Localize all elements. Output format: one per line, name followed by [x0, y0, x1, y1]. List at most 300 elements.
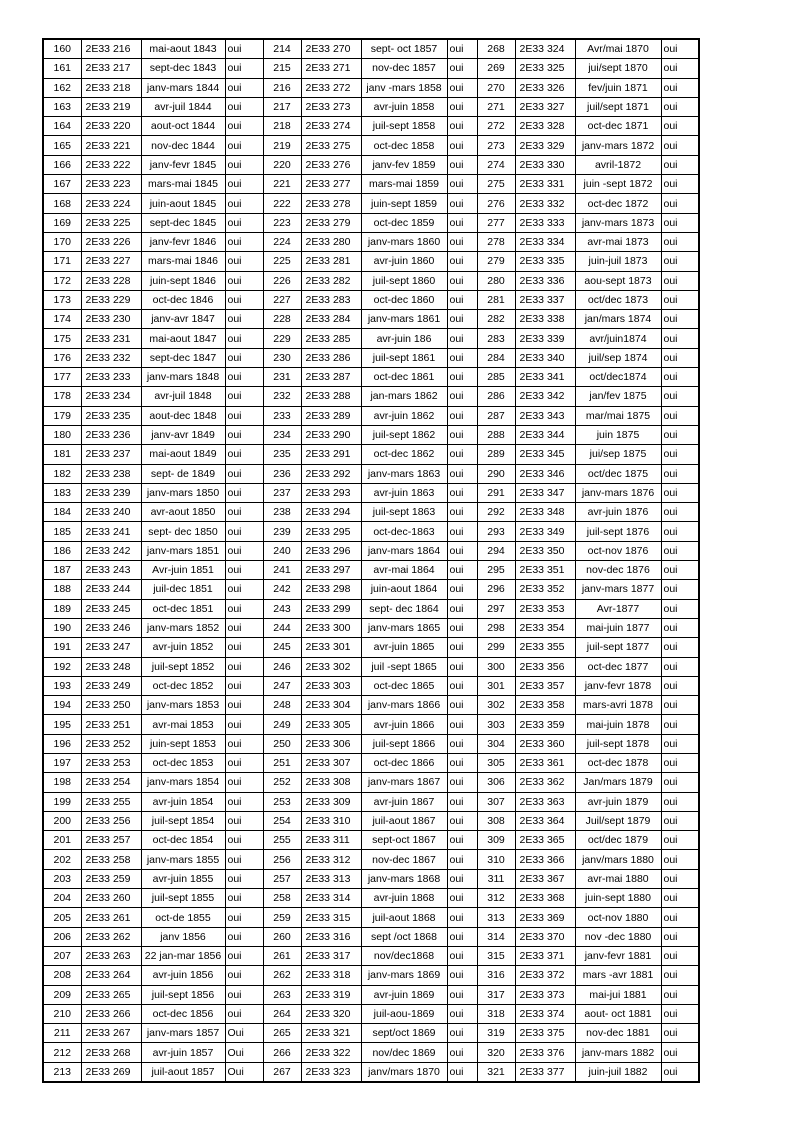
availability-cell: oui: [661, 348, 699, 367]
date-range-cell: janv-avr 1849: [141, 425, 225, 444]
date-range-cell: nov-dec 1857: [361, 59, 447, 78]
record-number-cell: 307: [477, 792, 515, 811]
availability-cell: oui: [225, 232, 263, 251]
call-number-cell: 2E33 296: [301, 541, 361, 560]
table-row: [43, 618, 699, 637]
call-number-cell: 2E33 332: [515, 194, 575, 213]
date-range-cell: janv-mars 1865: [361, 618, 447, 637]
record-number-cell: 280: [477, 271, 515, 290]
record-number-cell: 288: [477, 425, 515, 444]
record-number-cell: 186: [43, 541, 81, 560]
date-range-cell: jan/fev 1875: [575, 387, 661, 406]
availability-cell: oui: [225, 966, 263, 985]
call-number-cell: 2E33 242: [81, 541, 141, 560]
record-number-cell: 304: [477, 734, 515, 753]
table-row: [43, 638, 699, 657]
record-number-cell: 231: [263, 368, 301, 387]
availability-cell: oui: [661, 831, 699, 850]
availability-cell: oui: [447, 271, 477, 290]
availability-cell: oui: [225, 1004, 263, 1023]
date-range-cell: mai-aout 1843: [141, 39, 225, 59]
date-range-cell: juil-sept 1854: [141, 811, 225, 830]
record-number-cell: 160: [43, 39, 81, 59]
availability-cell: oui: [661, 39, 699, 59]
call-number-cell: 2E33 330: [515, 155, 575, 174]
call-number-cell: 2E33 310: [301, 811, 361, 830]
call-number-cell: 2E33 295: [301, 522, 361, 541]
date-range-cell: janv/mars 1880: [575, 850, 661, 869]
record-number-cell: 217: [263, 97, 301, 116]
availability-cell: oui: [225, 638, 263, 657]
table-row: [43, 561, 699, 580]
call-number-cell: 2E33 343: [515, 406, 575, 425]
call-number-cell: 2E33 293: [301, 483, 361, 502]
call-number-cell: 2E33 352: [515, 580, 575, 599]
record-number-cell: 313: [477, 908, 515, 927]
date-range-cell: mar/mai 1875: [575, 406, 661, 425]
record-number-cell: 215: [263, 59, 301, 78]
availability-cell: oui: [661, 310, 699, 329]
record-number-cell: 176: [43, 348, 81, 367]
call-number-cell: 2E33 364: [515, 811, 575, 830]
call-number-cell: 2E33 323: [301, 1062, 361, 1082]
availability-cell: oui: [225, 290, 263, 309]
date-range-cell: juil-sept 1877: [575, 638, 661, 657]
call-number-cell: 2E33 334: [515, 232, 575, 251]
availability-cell: oui: [661, 908, 699, 927]
record-number-cell: 181: [43, 445, 81, 464]
record-number-cell: 187: [43, 561, 81, 580]
availability-cell: oui: [661, 1062, 699, 1082]
call-number-cell: 2E33 372: [515, 966, 575, 985]
table-row: [43, 387, 699, 406]
table-row: [43, 715, 699, 734]
availability-cell: oui: [225, 97, 263, 116]
call-number-cell: 2E33 234: [81, 387, 141, 406]
availability-cell: oui: [447, 39, 477, 59]
availability-cell: oui: [447, 657, 477, 676]
availability-cell: oui: [225, 811, 263, 830]
date-range-cell: mars-mai 1846: [141, 252, 225, 271]
record-number-cell: 208: [43, 966, 81, 985]
record-number-cell: 278: [477, 232, 515, 251]
record-number-cell: 276: [477, 194, 515, 213]
record-number-cell: 249: [263, 715, 301, 734]
date-range-cell: oct-dec 1859: [361, 213, 447, 232]
call-number-cell: 2E33 267: [81, 1024, 141, 1043]
call-number-cell: 2E33 311: [301, 831, 361, 850]
table-row: [43, 503, 699, 522]
record-number-cell: 274: [477, 155, 515, 174]
table-row: [43, 541, 699, 560]
availability-cell: oui: [661, 1043, 699, 1062]
call-number-cell: 2E33 268: [81, 1043, 141, 1062]
record-number-cell: 214: [263, 39, 301, 59]
date-range-cell: juil-sept 1858: [361, 117, 447, 136]
table-row: [43, 97, 699, 116]
availability-cell: oui: [447, 753, 477, 772]
date-range-cell: mai-juin 1877: [575, 618, 661, 637]
call-number-cell: 2E33 269: [81, 1062, 141, 1082]
table-row: [43, 831, 699, 850]
availability-cell: oui: [225, 503, 263, 522]
call-number-cell: 2E33 317: [301, 946, 361, 965]
availability-cell: oui: [661, 638, 699, 657]
record-number-cell: 230: [263, 348, 301, 367]
call-number-cell: 2E33 361: [515, 753, 575, 772]
call-number-cell: 2E33 358: [515, 696, 575, 715]
availability-cell: oui: [225, 985, 263, 1004]
call-number-cell: 2E33 302: [301, 657, 361, 676]
availability-cell: Oui: [225, 1043, 263, 1062]
availability-cell: oui: [225, 271, 263, 290]
availability-cell: oui: [225, 676, 263, 695]
record-number-cell: 246: [263, 657, 301, 676]
availability-cell: oui: [661, 657, 699, 676]
date-range-cell: sept-dec 1843: [141, 59, 225, 78]
availability-cell: oui: [661, 387, 699, 406]
call-number-cell: 2E33 299: [301, 599, 361, 618]
date-range-cell: janv-mars 1864: [361, 541, 447, 560]
date-range-cell: avr-juin 1857: [141, 1043, 225, 1062]
date-range-cell: oct-dec-1863: [361, 522, 447, 541]
availability-cell: oui: [661, 869, 699, 888]
date-range-cell: avril-1872: [575, 155, 661, 174]
availability-cell: oui: [225, 773, 263, 792]
date-range-cell: aout-dec 1848: [141, 406, 225, 425]
record-number-cell: 268: [477, 39, 515, 59]
call-number-cell: 2E33 270: [301, 39, 361, 59]
date-range-cell: jan/mars 1874: [575, 310, 661, 329]
date-range-cell: juin-sept 1880: [575, 889, 661, 908]
availability-cell: oui: [225, 445, 263, 464]
date-range-cell: Juil/sept 1879: [575, 811, 661, 830]
call-number-cell: 2E33 232: [81, 348, 141, 367]
availability-cell: oui: [447, 310, 477, 329]
availability-cell: oui: [661, 618, 699, 637]
date-range-cell: mars-mai 1859: [361, 175, 447, 194]
record-number-cell: 245: [263, 638, 301, 657]
record-number-cell: 189: [43, 599, 81, 618]
call-number-cell: 2E33 240: [81, 503, 141, 522]
call-number-cell: 2E33 294: [301, 503, 361, 522]
date-range-cell: juil/sept 1871: [575, 97, 661, 116]
table-row: [43, 464, 699, 483]
record-number-cell: 198: [43, 773, 81, 792]
date-range-cell: jui/sep 1875: [575, 445, 661, 464]
date-range-cell: avr-mai 1873: [575, 232, 661, 251]
call-number-cell: 2E33 264: [81, 966, 141, 985]
date-range-cell: oct/dec1874: [575, 368, 661, 387]
availability-cell: oui: [661, 522, 699, 541]
call-number-cell: 2E33 258: [81, 850, 141, 869]
availability-cell: oui: [447, 734, 477, 753]
availability-cell: oui: [447, 1043, 477, 1062]
record-number-cell: 167: [43, 175, 81, 194]
date-range-cell: sept- dec 1864: [361, 599, 447, 618]
date-range-cell: janv-fevr 1846: [141, 232, 225, 251]
call-number-cell: 2E33 333: [515, 213, 575, 232]
availability-cell: oui: [225, 869, 263, 888]
call-number-cell: 2E33 281: [301, 252, 361, 271]
table-row: [43, 78, 699, 97]
availability-cell: oui: [661, 97, 699, 116]
date-range-cell: mai-jui 1881: [575, 985, 661, 1004]
availability-cell: oui: [447, 946, 477, 965]
record-number-cell: 287: [477, 406, 515, 425]
date-range-cell: oct-dec 1856: [141, 1004, 225, 1023]
call-number-cell: 2E33 246: [81, 618, 141, 637]
call-number-cell: 2E33 351: [515, 561, 575, 580]
call-number-cell: 2E33 261: [81, 908, 141, 927]
date-range-cell: janv-fev 1859: [361, 155, 447, 174]
call-number-cell: 2E33 341: [515, 368, 575, 387]
record-number-cell: 255: [263, 831, 301, 850]
record-number-cell: 184: [43, 503, 81, 522]
availability-cell: oui: [661, 232, 699, 251]
call-number-cell: 2E33 307: [301, 753, 361, 772]
call-number-cell: 2E33 356: [515, 657, 575, 676]
availability-cell: oui: [225, 753, 263, 772]
call-number-cell: 2E33 298: [301, 580, 361, 599]
call-number-cell: 2E33 236: [81, 425, 141, 444]
date-range-cell: oct-dec 1865: [361, 676, 447, 695]
call-number-cell: 2E33 366: [515, 850, 575, 869]
date-range-cell: Jan/mars 1879: [575, 773, 661, 792]
availability-cell: oui: [447, 232, 477, 251]
availability-cell: oui: [225, 831, 263, 850]
call-number-cell: 2E33 277: [301, 175, 361, 194]
call-number-cell: 2E33 316: [301, 927, 361, 946]
record-number-cell: 241: [263, 561, 301, 580]
record-number-cell: 207: [43, 946, 81, 965]
call-number-cell: 2E33 303: [301, 676, 361, 695]
record-number-cell: 212: [43, 1043, 81, 1062]
date-range-cell: oct-dec 1872: [575, 194, 661, 213]
call-number-cell: 2E33 325: [515, 59, 575, 78]
date-range-cell: janv-mars 1853: [141, 696, 225, 715]
call-number-cell: 2E33 265: [81, 985, 141, 1004]
date-range-cell: janv-mars 1868: [361, 869, 447, 888]
call-number-cell: 2E33 218: [81, 78, 141, 97]
availability-cell: oui: [225, 889, 263, 908]
call-number-cell: 2E33 367: [515, 869, 575, 888]
call-number-cell: 2E33 363: [515, 792, 575, 811]
availability-cell: oui: [225, 194, 263, 213]
record-number-cell: 235: [263, 445, 301, 464]
date-range-cell: janv-fevr 1878: [575, 676, 661, 695]
date-range-cell: oct-nov 1880: [575, 908, 661, 927]
date-range-cell: janv-mars 1867: [361, 773, 447, 792]
availability-cell: oui: [447, 522, 477, 541]
record-number-cell: 312: [477, 889, 515, 908]
record-number-cell: 273: [477, 136, 515, 155]
availability-cell: oui: [661, 946, 699, 965]
availability-cell: oui: [225, 310, 263, 329]
date-range-cell: janv/mars 1870: [361, 1062, 447, 1082]
table-row: [43, 1062, 699, 1082]
availability-cell: oui: [225, 175, 263, 194]
call-number-cell: 2E33 360: [515, 734, 575, 753]
record-number-cell: 209: [43, 985, 81, 1004]
date-range-cell: nov -dec 1880: [575, 927, 661, 946]
record-number-cell: 194: [43, 696, 81, 715]
call-number-cell: 2E33 369: [515, 908, 575, 927]
call-number-cell: 2E33 314: [301, 889, 361, 908]
record-number-cell: 182: [43, 464, 81, 483]
call-number-cell: 2E33 374: [515, 1004, 575, 1023]
record-number-cell: 161: [43, 59, 81, 78]
availability-cell: oui: [661, 155, 699, 174]
record-number-cell: 262: [263, 966, 301, 985]
record-number-cell: 271: [477, 97, 515, 116]
record-number-cell: 199: [43, 792, 81, 811]
table-row: [43, 1043, 699, 1062]
availability-cell: oui: [447, 1024, 477, 1043]
call-number-cell: 2E33 283: [301, 290, 361, 309]
date-range-cell: janv-mars 1869: [361, 966, 447, 985]
availability-cell: oui: [225, 213, 263, 232]
record-number-cell: 244: [263, 618, 301, 637]
availability-cell: oui: [225, 78, 263, 97]
call-number-cell: 2E33 235: [81, 406, 141, 425]
date-range-cell: avr-juin 1855: [141, 869, 225, 888]
availability-cell: oui: [225, 561, 263, 580]
date-range-cell: fev/juin 1871: [575, 78, 661, 97]
record-number-cell: 294: [477, 541, 515, 560]
record-number-cell: 166: [43, 155, 81, 174]
record-number-cell: 310: [477, 850, 515, 869]
availability-cell: oui: [225, 39, 263, 59]
call-number-cell: 2E33 350: [515, 541, 575, 560]
record-number-cell: 238: [263, 503, 301, 522]
record-number-cell: 247: [263, 676, 301, 695]
availability-cell: oui: [447, 290, 477, 309]
call-number-cell: 2E33 226: [81, 232, 141, 251]
call-number-cell: 2E33 259: [81, 869, 141, 888]
record-number-cell: 317: [477, 985, 515, 1004]
record-number-cell: 315: [477, 946, 515, 965]
record-number-cell: 169: [43, 213, 81, 232]
date-range-cell: janv-mars 1877: [575, 580, 661, 599]
call-number-cell: 2E33 272: [301, 78, 361, 97]
date-range-cell: oct-dec 1858: [361, 136, 447, 155]
record-number-cell: 283: [477, 329, 515, 348]
call-number-cell: 2E33 254: [81, 773, 141, 792]
record-number-cell: 179: [43, 406, 81, 425]
table-row: [43, 753, 699, 772]
availability-cell: oui: [447, 1062, 477, 1082]
record-number-cell: 251: [263, 753, 301, 772]
date-range-cell: aou-sept 1873: [575, 271, 661, 290]
record-number-cell: 211: [43, 1024, 81, 1043]
availability-cell: oui: [225, 734, 263, 753]
availability-cell: oui: [661, 753, 699, 772]
record-number-cell: 282: [477, 310, 515, 329]
availability-cell: oui: [447, 908, 477, 927]
date-range-cell: oct-dec 1866: [361, 753, 447, 772]
record-number-cell: 202: [43, 850, 81, 869]
call-number-cell: 2E33 244: [81, 580, 141, 599]
record-number-cell: 265: [263, 1024, 301, 1043]
date-range-cell: oct-dec 1871: [575, 117, 661, 136]
call-number-cell: 2E33 256: [81, 811, 141, 830]
record-number-cell: 281: [477, 290, 515, 309]
record-number-cell: 293: [477, 522, 515, 541]
record-number-cell: 172: [43, 271, 81, 290]
date-range-cell: avr/juin1874: [575, 329, 661, 348]
call-number-cell: 2E33 217: [81, 59, 141, 78]
register-body: [43, 39, 699, 1082]
availability-cell: oui: [225, 483, 263, 502]
record-number-cell: 171: [43, 252, 81, 271]
date-range-cell: juil-sept 1855: [141, 889, 225, 908]
availability-cell: oui: [447, 59, 477, 78]
table-row: [43, 734, 699, 753]
call-number-cell: 2E33 282: [301, 271, 361, 290]
call-number-cell: 2E33 368: [515, 889, 575, 908]
record-number-cell: 223: [263, 213, 301, 232]
call-number-cell: 2E33 249: [81, 676, 141, 695]
call-number-cell: 2E33 216: [81, 39, 141, 59]
date-range-cell: janv-mars 1863: [361, 464, 447, 483]
table-row: [43, 59, 699, 78]
date-range-cell: jan-mars 1862: [361, 387, 447, 406]
date-range-cell: janv-mars 1882: [575, 1043, 661, 1062]
call-number-cell: 2E33 375: [515, 1024, 575, 1043]
record-number-cell: 177: [43, 368, 81, 387]
call-number-cell: 2E33 301: [301, 638, 361, 657]
date-range-cell: juin-juil 1882: [575, 1062, 661, 1082]
call-number-cell: 2E33 320: [301, 1004, 361, 1023]
record-number-cell: 163: [43, 97, 81, 116]
record-number-cell: 290: [477, 464, 515, 483]
availability-cell: oui: [225, 522, 263, 541]
availability-cell: oui: [447, 889, 477, 908]
call-number-cell: 2E33 266: [81, 1004, 141, 1023]
call-number-cell: 2E33 290: [301, 425, 361, 444]
table-row: [43, 580, 699, 599]
availability-cell: oui: [225, 541, 263, 560]
table-row: [43, 1024, 699, 1043]
date-range-cell: mars-avri 1878: [575, 696, 661, 715]
record-number-cell: 183: [43, 483, 81, 502]
record-number-cell: 264: [263, 1004, 301, 1023]
date-range-cell: mars -avr 1881: [575, 966, 661, 985]
record-number-cell: 297: [477, 599, 515, 618]
availability-cell: oui: [661, 252, 699, 271]
availability-cell: oui: [225, 425, 263, 444]
date-range-cell: janv-mars 1876: [575, 483, 661, 502]
record-number-cell: 224: [263, 232, 301, 251]
record-number-cell: 219: [263, 136, 301, 155]
date-range-cell: oct-dec 1854: [141, 831, 225, 850]
table-row: [43, 329, 699, 348]
call-number-cell: 2E33 340: [515, 348, 575, 367]
record-number-cell: 190: [43, 618, 81, 637]
call-number-cell: 2E33 276: [301, 155, 361, 174]
availability-cell: Oui: [225, 1062, 263, 1082]
date-range-cell: avr-juin 1854: [141, 792, 225, 811]
call-number-cell: 2E33 219: [81, 97, 141, 116]
table-row: [43, 252, 699, 271]
availability-cell: oui: [225, 580, 263, 599]
date-range-cell: sept-dec 1847: [141, 348, 225, 367]
call-number-cell: 2E33 260: [81, 889, 141, 908]
date-range-cell: avr-juin 1863: [361, 483, 447, 502]
date-range-cell: janv-mars 1848: [141, 368, 225, 387]
record-number-cell: 261: [263, 946, 301, 965]
